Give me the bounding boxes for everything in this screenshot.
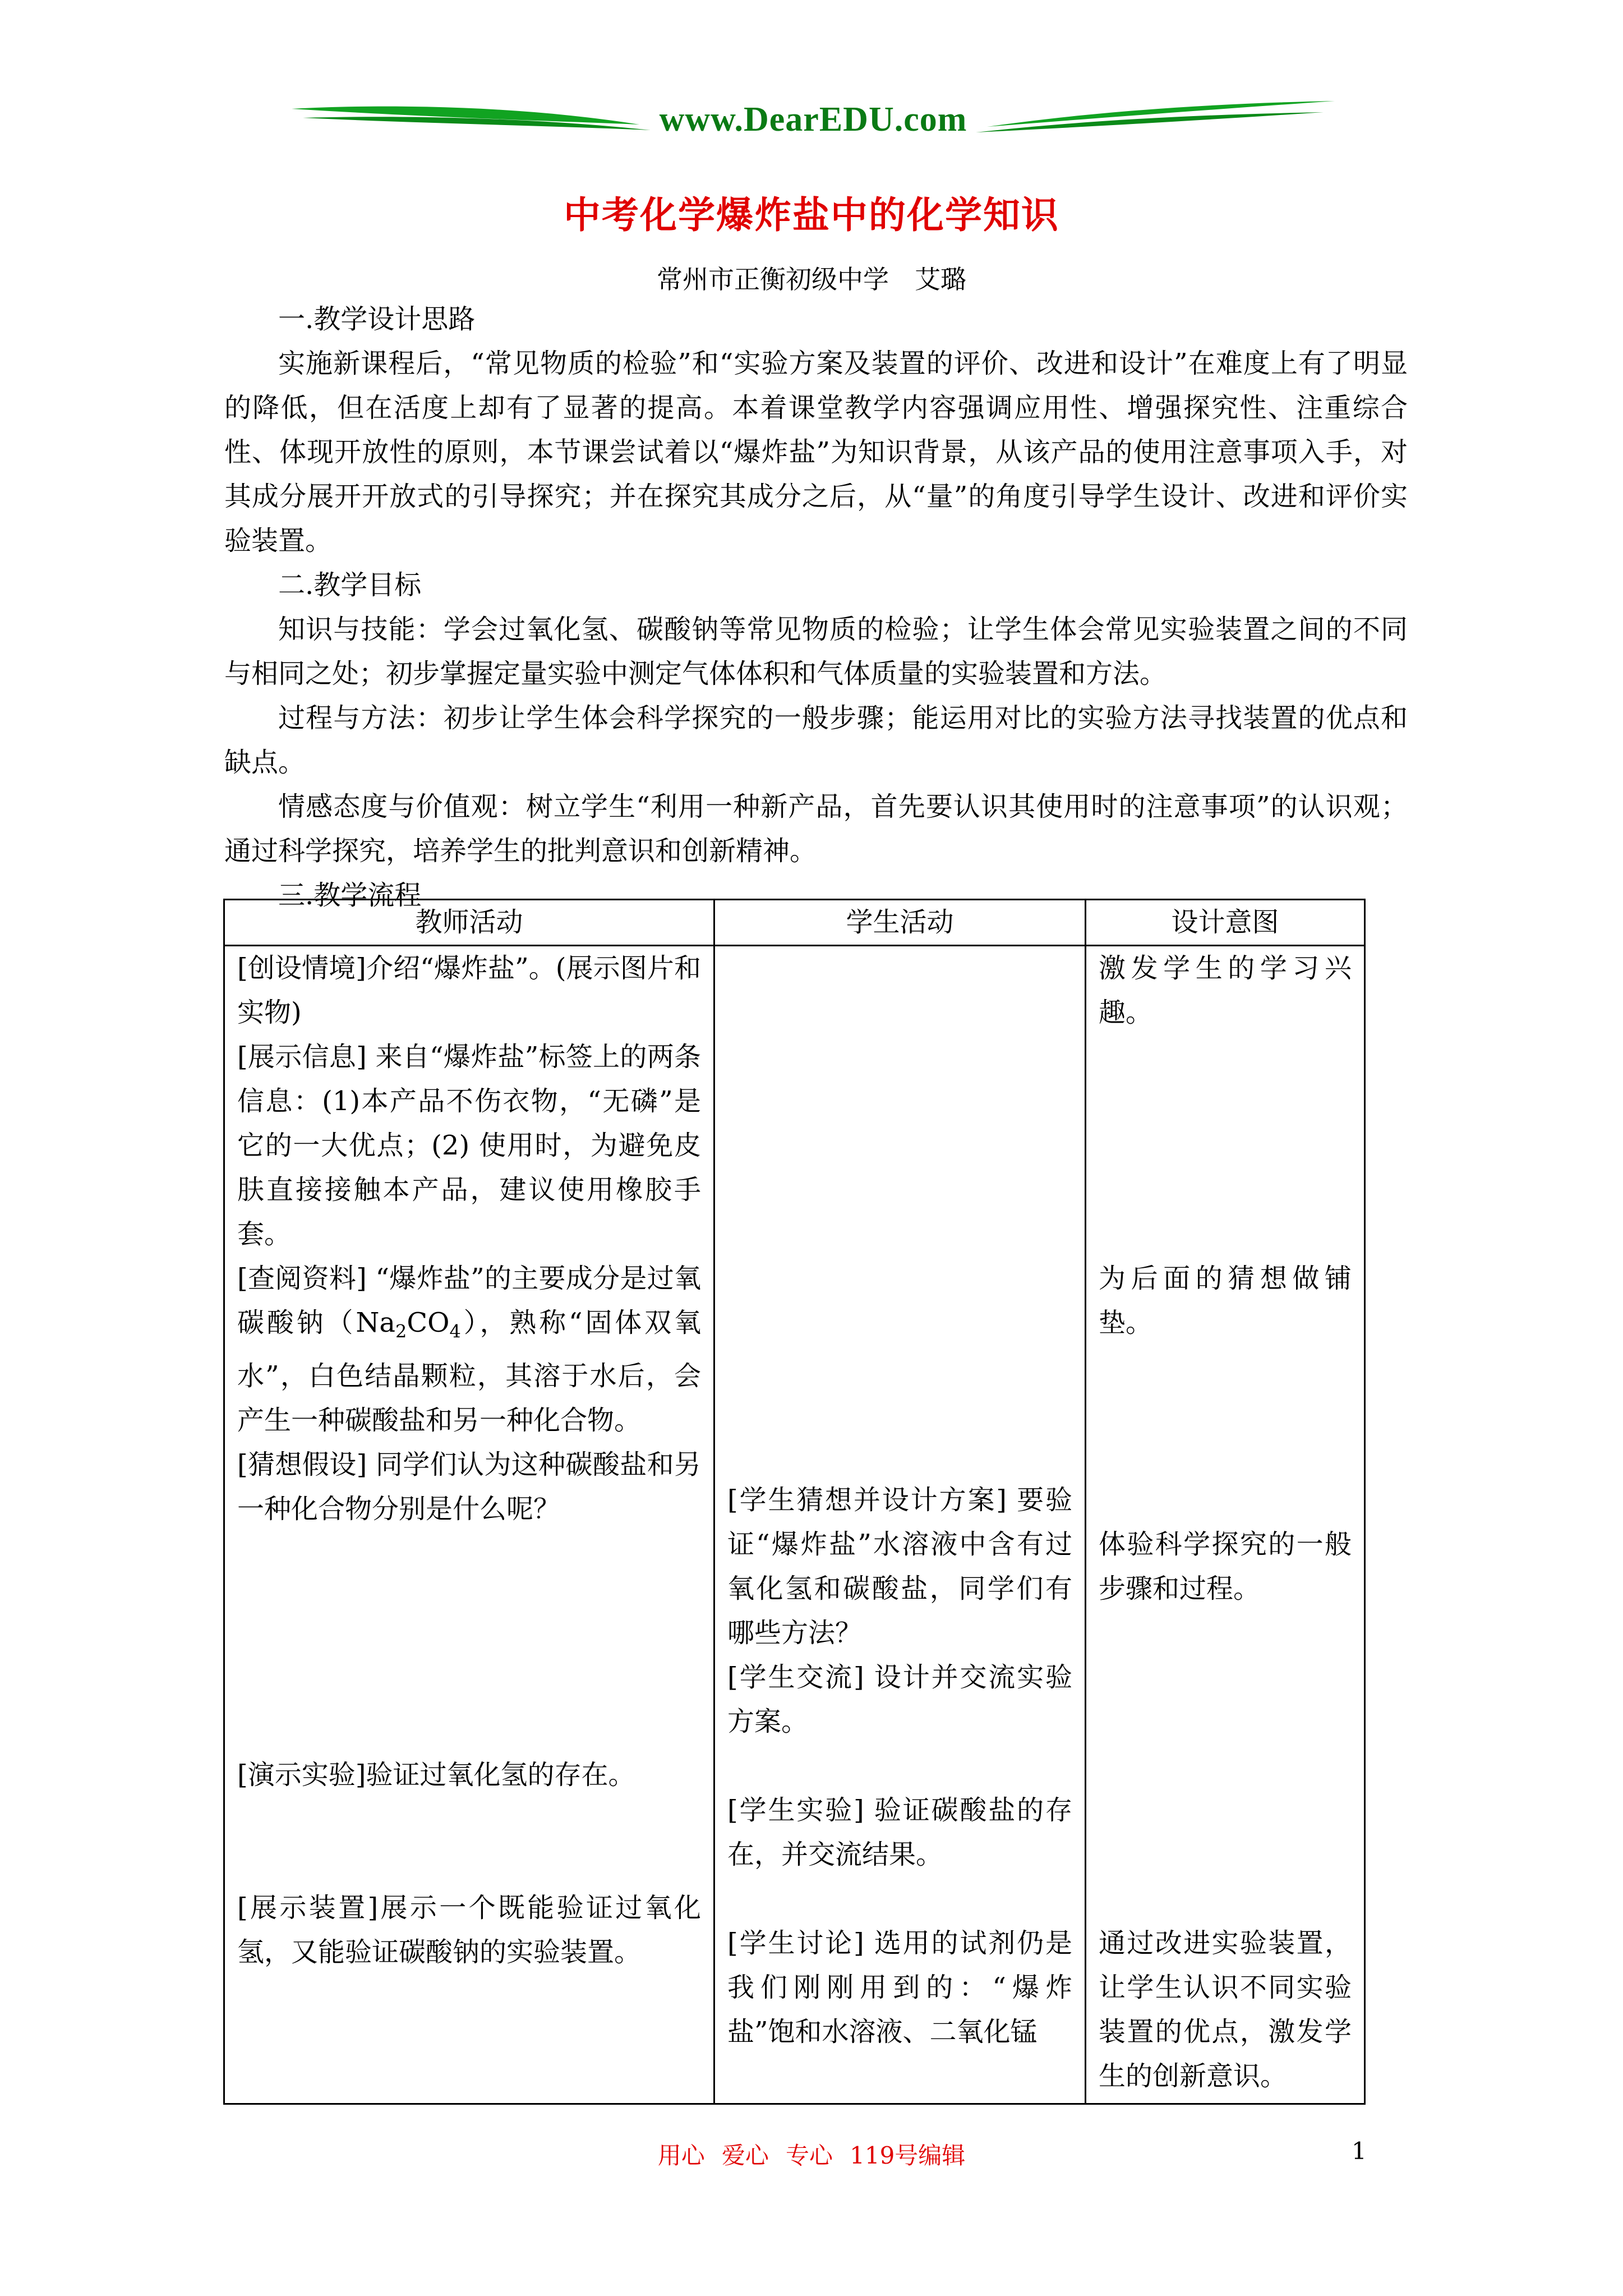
footer-text: 用心 爱心 专心 119号编辑 xyxy=(657,2142,966,2169)
section-heading-2: 二.教学目标 xyxy=(278,569,422,601)
column-header-teacher: 教师活动 xyxy=(224,900,714,946)
teacher-item: [展示信息] 来自“爆炸盐”标签上的两条信息：(1)本产品不伤衣物，“无磷”是它的一大优点；(2) 使用时，为避免皮肤直接接触本产品，建议使用橡胶手套。 xyxy=(237,1041,701,1250)
teacher-item: [创设情境]介绍“爆炸盐”。(展示图片和实物) xyxy=(237,953,701,1028)
section-heading-1: 一.教学设计思路 xyxy=(278,303,476,335)
design-intent-cell xyxy=(1086,946,1365,2104)
document-title: 中考化学爆炸盐中的化学知识 xyxy=(564,193,1059,237)
teaching-flow-table xyxy=(223,899,1366,2105)
section-heading-3: 三.教学流程 xyxy=(278,880,422,911)
intent-item: 体验科学探究的一般步骤和过程。 xyxy=(1099,1529,1352,1604)
column-header-student: 学生活动 xyxy=(714,900,1086,946)
objective-attitude: 情感态度与价值观：树立学生“利用一种新产品，首先要认识其使用时的注意事项”的认识观；通过科学探究，培养学生的批判意识和创新精神。 xyxy=(224,791,1408,867)
teacher-item: [展示装置]展示一个既能验证过氧化氢，又能验证碳酸钠的实验装置。 xyxy=(237,1892,701,1968)
teacher-activity-cell xyxy=(224,946,714,2104)
teacher-item: [演示实验]验证过氧化氢的存在。 xyxy=(237,1759,635,1791)
student-item: [学生实验] 验证碳酸盐的存在，并交流结果。 xyxy=(727,1795,1072,1870)
page-number: 1 xyxy=(1352,2137,1367,2165)
author-line: 常州市正衡初级中学 艾璐 xyxy=(657,264,966,295)
student-item: [学生猜想并设计方案] 要验证“爆炸盐”水溶液中含有过氧化氢和碳酸盐，同学们有哪些方法？ xyxy=(727,1484,1072,1649)
column-header-intent: 设计意图 xyxy=(1086,900,1365,946)
table-row xyxy=(224,946,1365,2104)
objective-knowledge: 知识与技能：学会过氧化氢、碳酸钠等常见物质的检验；让学生体会常见实验装置之间的不同与相同之处；初步掌握定量实验中测定气体体积和气体质量的实验装置和方法。 xyxy=(224,614,1408,689)
student-item: [学生讨论] 选用的试剂仍是我们刚刚用到的：“爆炸盐”饱和水溶液、二氧化锰 xyxy=(727,1927,1072,2047)
intent-item: 通过改进实验装置，让学生认识不同实验装置的优点，激发学生的创新意识。 xyxy=(1099,1927,1352,2092)
student-item: [学生交流] 设计并交流实验方案。 xyxy=(727,1662,1072,1737)
teacher-item: [查阅资料] “爆炸盐”的主要成分是过氧碳酸钠$(Na_2CO_4)$，熟称“固体双氧水”，白色结晶颗粒，其溶于水后，会产生一种碳酸盐和另一种化合物。 xyxy=(237,1263,701,1436)
student-activity-cell xyxy=(714,946,1086,2104)
section-1-paragraph: 实施新课程后，“常见物质的检验”和“实验方案及装置的评价、改进和设计”在难度上有了明显的降低，但在活度上却有了显著的提高。本着课堂教学内容强调应用性、增强探究性、注重综合性、体现开放性的原则，本节课尝试着以“爆炸盐”为知识背景，从该产品的使用注意事项入手，对其成分展开开放式的引导探究；并在探究其成分之后，从“量”的角度引导学生设计、改进和评价实验装置。 xyxy=(224,348,1408,556)
site-logo-text[interactable]: www.DearEDU.com xyxy=(659,100,967,139)
objective-process: 过程与方法：初步让学生体会科学探究的一般步骤；能运用对比的实验方法寻找装置的优点和缺点。 xyxy=(224,702,1408,778)
header-banner xyxy=(292,95,1335,157)
document-body xyxy=(224,297,1408,918)
intent-item: 为后面的猜想做铺垫。 xyxy=(1099,1263,1352,1338)
intent-item: 激发学生的学习兴趣。 xyxy=(1099,953,1352,1028)
teacher-item: [猜想假设] 同学们认为这种碳酸盐和另一种化合物分别是什么呢？ xyxy=(237,1448,701,1525)
